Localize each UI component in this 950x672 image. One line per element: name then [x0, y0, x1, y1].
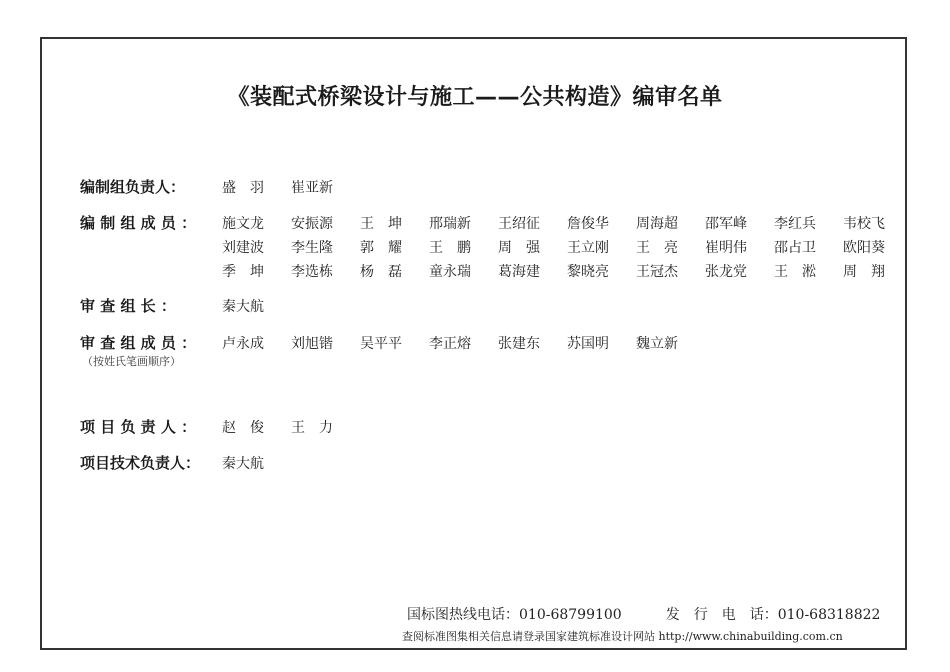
- reviewer-name: 李正熔: [429, 336, 471, 352]
- sales-number: 010-68318822: [777, 607, 881, 623]
- project-tech-leader-name: 秦大航: [222, 456, 264, 472]
- editor-name: 张龙党: [705, 264, 747, 280]
- editor-in-charge-name: 崔亚新: [291, 180, 333, 196]
- editor-name: 周 翔: [843, 264, 885, 280]
- reviewer-name: 刘旭锴: [291, 336, 333, 352]
- sales-label: 发 行 电 话：: [665, 607, 778, 623]
- editor-name: 李选栋: [291, 264, 333, 280]
- editor-name: 李红兵: [774, 216, 816, 232]
- editor-name: 安振源: [291, 216, 333, 232]
- website-link[interactable]: http://www.chinabuilding.com.cn: [658, 630, 843, 643]
- editor-name: 邵军峰: [705, 216, 747, 232]
- editor-name: 季 坤: [222, 264, 264, 280]
- reviewer-name: 张建东: [498, 336, 540, 352]
- hotline-number: 010-68799100: [519, 607, 622, 623]
- editor-name: 王立刚: [567, 240, 609, 256]
- editors-label: 编 制 组 成 员 ：: [80, 214, 197, 232]
- editor-name: 王 亮: [636, 240, 678, 256]
- editor-name: 郭 耀: [360, 240, 402, 256]
- editor-in-charge-label: 编制组负责人：: [80, 178, 186, 196]
- editor-name: 欧阳葵: [843, 240, 885, 256]
- editor-name: 邢瑞新: [429, 216, 471, 232]
- review-leader-name: 秦大航: [222, 299, 264, 315]
- reviewers-order-note: （按姓氏笔画顺序）: [82, 355, 181, 368]
- editor-name: 王冠杰: [636, 264, 678, 280]
- editor-name: 刘建波: [222, 240, 264, 256]
- reviewer-name: 卢永成: [222, 336, 264, 352]
- review-leader-label: 审 查 组 长 ：: [80, 297, 176, 315]
- editor-name: 王 鹏: [429, 240, 471, 256]
- reviewer-name: 魏立新: [636, 336, 678, 352]
- website-text: 查阅标准图集相关信息请登录国家建筑标准设计网站: [402, 630, 655, 643]
- reviewer-name: 吴平平: [360, 336, 402, 352]
- editor-name: 周 强: [498, 240, 540, 256]
- editor-name: 杨 磊: [360, 264, 402, 280]
- editor-name: 施文龙: [222, 216, 264, 232]
- editor-name: 黎晓亮: [567, 264, 609, 280]
- editor-name: 葛海建: [498, 264, 540, 280]
- reviewer-name: 苏国明: [567, 336, 609, 352]
- reviewers-label: 审 查 组 成 员 ：: [80, 334, 197, 352]
- editor-name: 詹俊华: [567, 216, 609, 232]
- editor-name: 邵占卫: [774, 240, 816, 256]
- editor-name: 周海超: [636, 216, 678, 232]
- page-title: 《装配式桥梁设计与施工——公共构造》编审名单: [227, 85, 723, 110]
- footer-phones: [407, 604, 880, 624]
- hotline-label: 国标图热线电话：: [407, 607, 519, 623]
- project-leaders-label: 项 目 负 责 人 ：: [80, 418, 197, 436]
- editor-name: 王 坤: [360, 216, 402, 232]
- editor-name: 童永瑞: [429, 264, 471, 280]
- editor-name: 李生隆: [291, 240, 333, 256]
- project-leader-name: 王 力: [291, 420, 333, 436]
- project-leader-name: 赵 俊: [222, 420, 264, 436]
- footer-website: [402, 628, 843, 644]
- editor-name: 王绍征: [498, 216, 540, 232]
- editor-name: 王 淞: [774, 264, 816, 280]
- project-tech-leader-label: 项目技术负责人：: [80, 454, 201, 472]
- editor-name: 韦校飞: [843, 216, 885, 232]
- editor-name: 崔明伟: [705, 240, 747, 256]
- editor-in-charge-name: 盛 羽: [222, 180, 264, 196]
